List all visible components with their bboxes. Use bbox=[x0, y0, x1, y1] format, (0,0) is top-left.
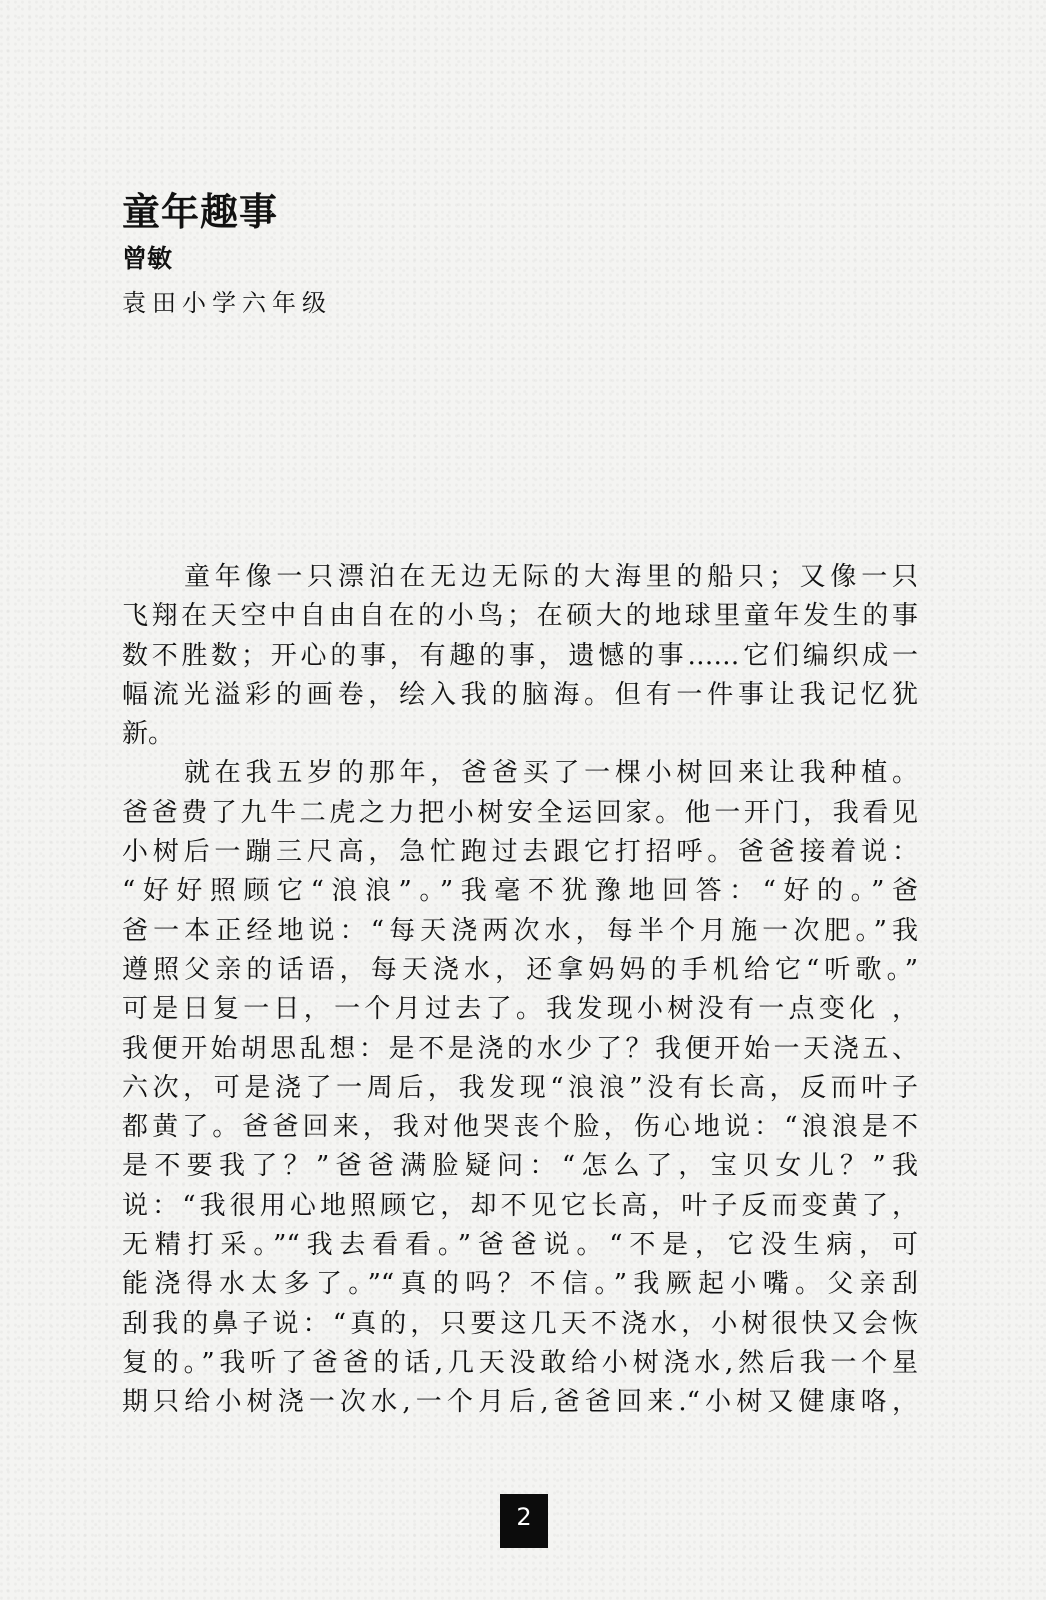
author-school: 袁田小学六年级 bbox=[122, 289, 332, 317]
text-line: 我便开始胡思乱想：是不是浇的水少了？我便开始一天浇五、 bbox=[122, 1033, 918, 1064]
text-line: 六次，可是浇了一周后，我发现“浪浪”没有长高，反而叶子 bbox=[122, 1072, 918, 1103]
text-line: 都黄了。爸爸回来，我对他哭丧个脸，伤心地说：“浪浪是不 bbox=[122, 1112, 918, 1143]
text-line: “好好照顾它“浪浪”。”我毫不犹豫地回答：“好的。”爸 bbox=[122, 876, 918, 907]
text-line: 期只给小树浇一次水,一个月后,爸爸回来.“小树又健康咯， bbox=[122, 1387, 918, 1418]
text-line: 能浇得水太多了。”“真的吗？不信。”我厥起小嘴。父亲刮 bbox=[122, 1269, 918, 1300]
text-line: 可是日复一日，一个月过去了。我发现小树没有一点变化 ， bbox=[122, 994, 918, 1025]
text-line: 小树后一蹦三尺高，急忙跑过去跟它打招呼。爸爸接着说： bbox=[122, 837, 918, 868]
text-line: 说：“我很用心地照顾它，却不见它长高，叶子反而变黄了， bbox=[122, 1190, 918, 1221]
text-line: 就在我五岁的那年，爸爸买了一棵小树回来让我种植。 bbox=[184, 758, 918, 789]
text-line: 无精打采。”“我去看看。”爸爸说。“不是，它没生病，可 bbox=[122, 1230, 918, 1261]
article-header bbox=[122, 190, 332, 318]
text-line: 数不胜数；开心的事，有趣的事，遗憾的事……它们编织成一 bbox=[122, 640, 918, 671]
page-number: 2 bbox=[500, 1494, 548, 1548]
author-name: 曾敏 bbox=[122, 244, 173, 273]
text-line: 童年像一只漂泊在无边无际的大海里的船只；又像一只 bbox=[184, 562, 918, 592]
text-line: 幅流光溢彩的画卷，绘入我的脑海。但有一件事让我记忆犹 bbox=[122, 679, 918, 710]
text-line: 爸爸费了九牛二虎之力把小树安全运回家。他一开门，我看见 bbox=[122, 797, 918, 828]
text-line: 刮我的鼻子说：“真的，只要这几天不浇水，小树很快又会恢 bbox=[122, 1308, 918, 1339]
article-body bbox=[122, 558, 918, 1423]
text-line: 飞翔在天空中自由自在的小鸟；在硕大的地球里童年发生的事 bbox=[122, 601, 918, 632]
article-title: 童年趣事 bbox=[122, 190, 279, 234]
text-line: 复的。”我听了爸爸的话,几天没敢给小树浇水,然后我一个星 bbox=[122, 1347, 918, 1378]
text-line: 遵照父亲的话语，每天浇水，还拿妈妈的手机给它“听歌。” bbox=[122, 954, 918, 985]
text-line: 爸一本正经地说：“每天浇两次水，每半个月施一次肥。”我 bbox=[122, 915, 918, 946]
text-line: 新。 bbox=[122, 719, 175, 750]
text-line: 是不要我了？”爸爸满脸疑问：“怎么了，宝贝女儿？”我 bbox=[122, 1151, 918, 1182]
